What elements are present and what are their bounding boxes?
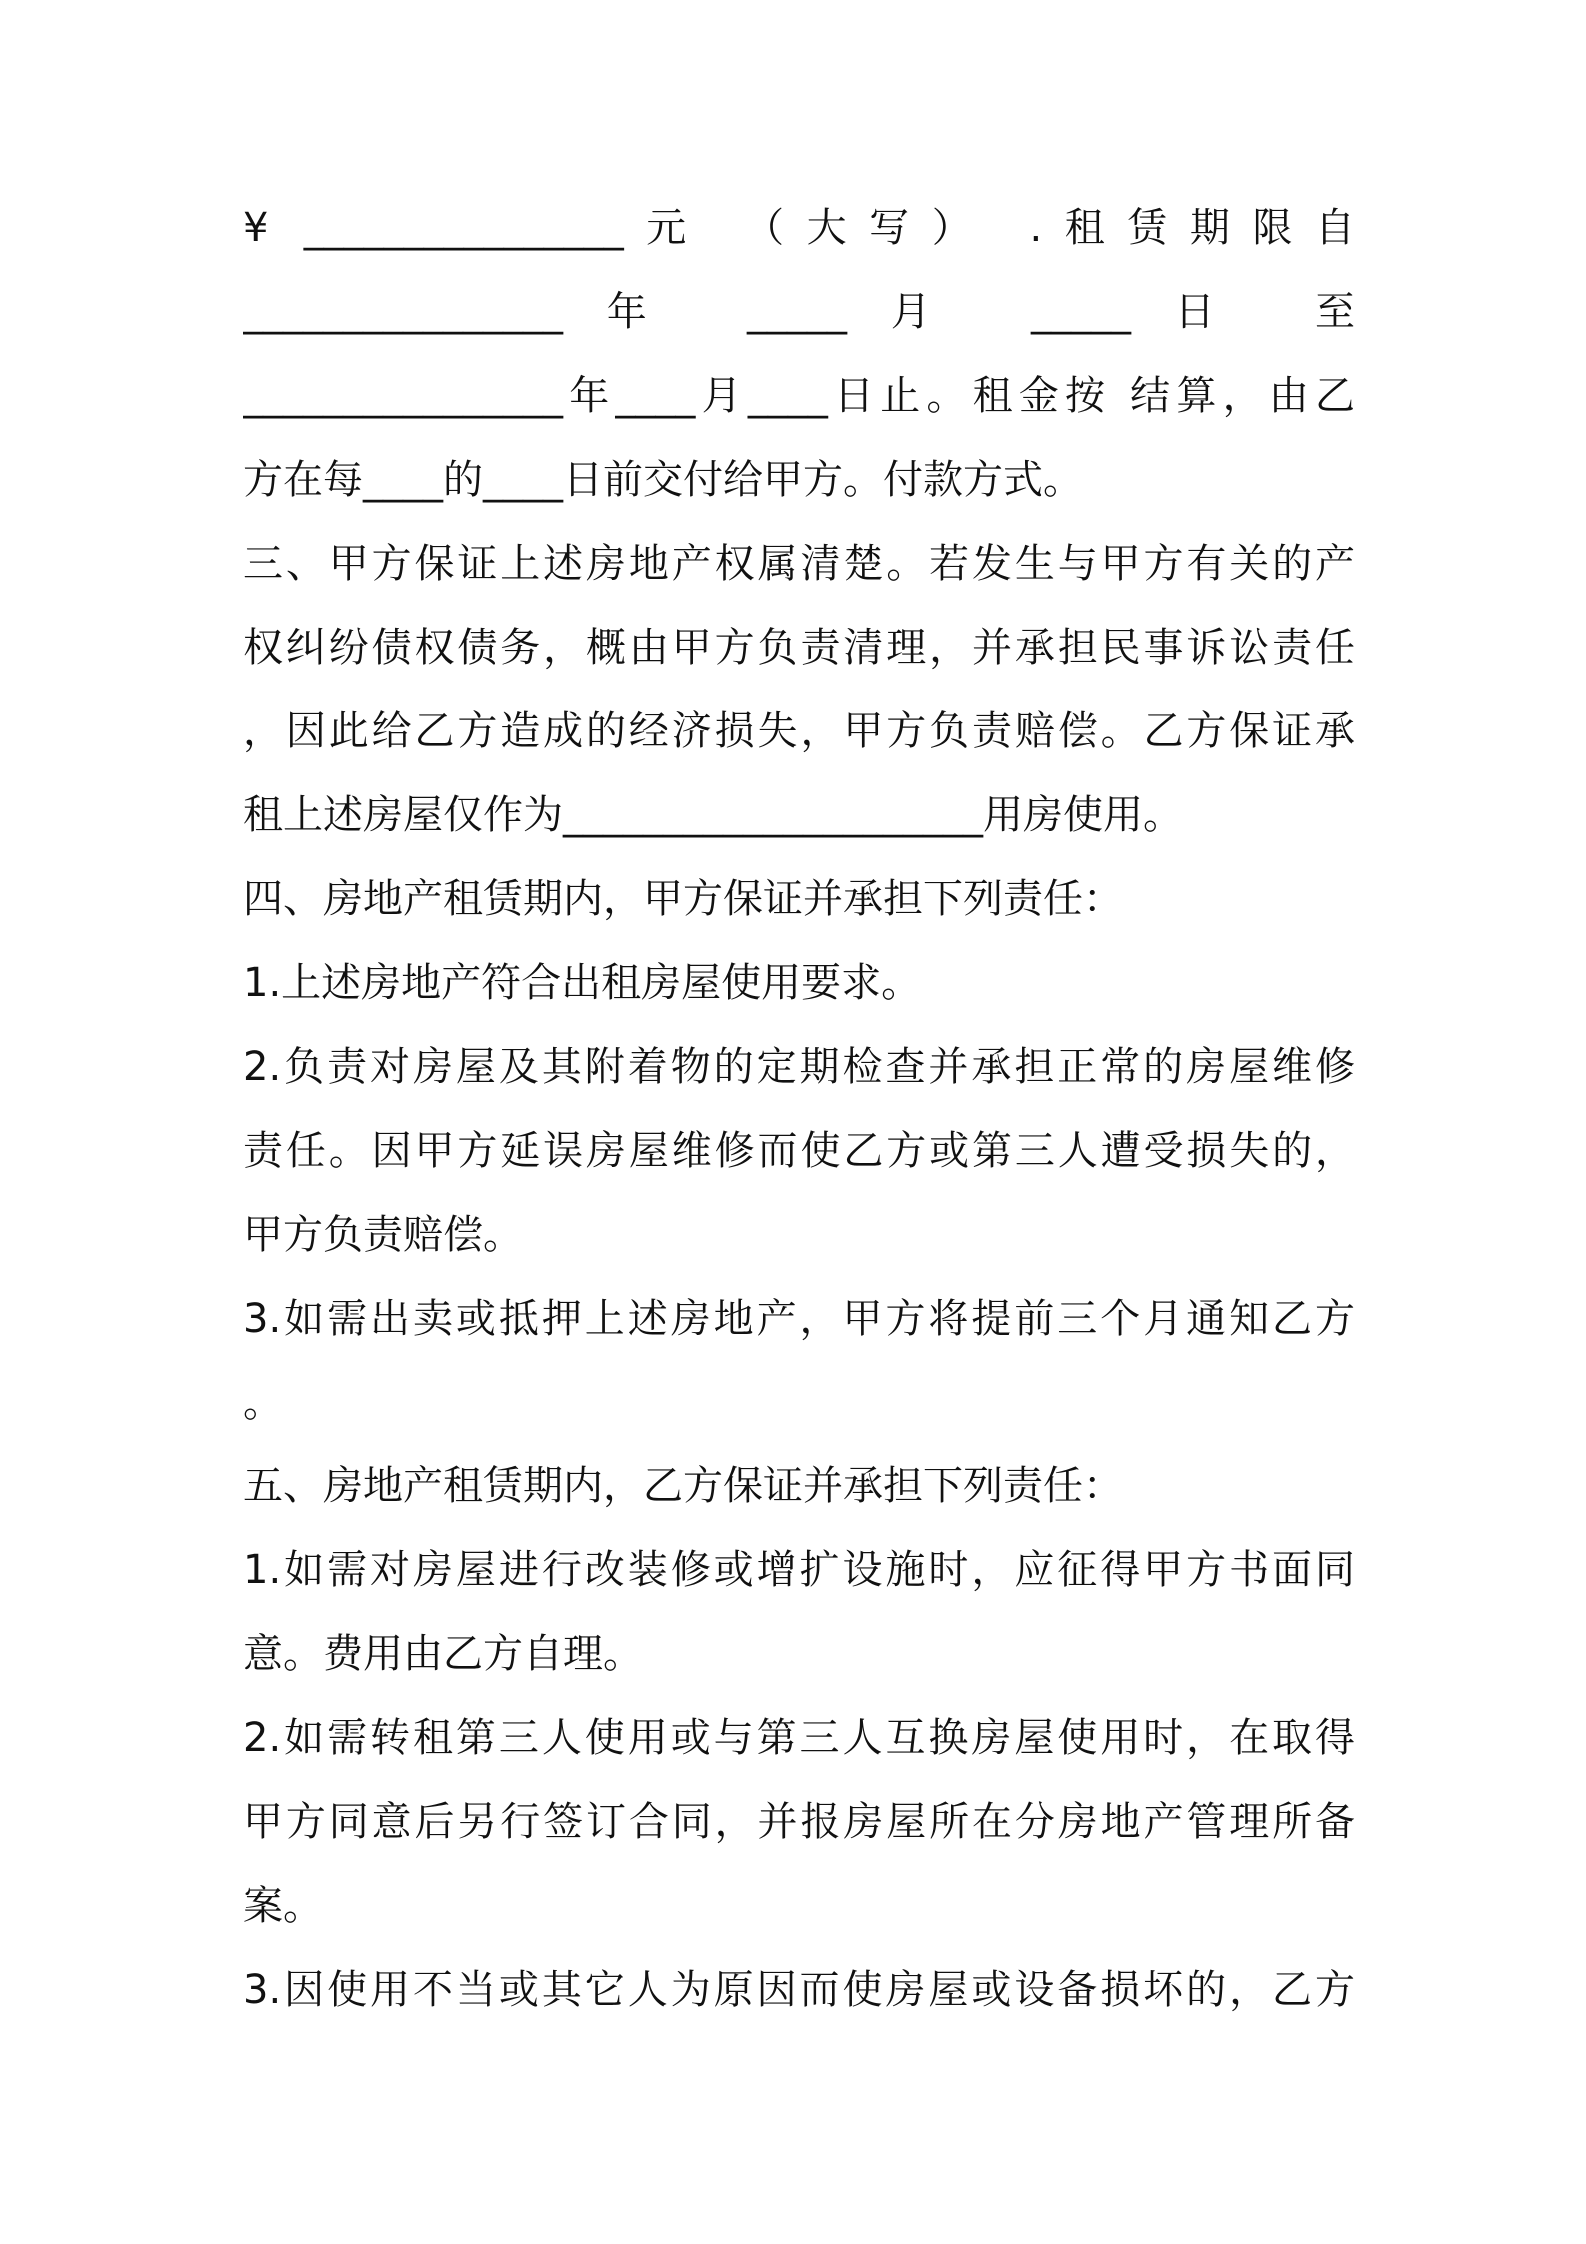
doc-line-section-5-item-3: 3.因使用不当或其它人为原因而使房屋或设备损坏的，乙方 [243,1967,1355,2013]
doc-line-section-5-item-1: 意。费用由乙方自理。 [243,1631,643,1677]
doc-line-section-4-item-2: 2.负责对房屋及其附着物的定期检查并承担正常的房屋维修 [243,1044,1355,1090]
doc-line-section-4-heading: 四、房地产租赁期内，甲方保证并承担下列责任： [243,876,1123,922]
doc-line-section-4-item-2: 甲方负责赔偿。 [243,1212,523,1258]
doc-line-section-5-heading: 五、房地产租赁期内，乙方保证并承担下列责任： [243,1463,1123,1509]
doc-line-section-4-item-2: 责任。因甲方延误房屋维修而使乙方或第三人遭受损失的， [243,1128,1355,1174]
doc-line-section-4-item-3: 。 [243,1380,283,1426]
doc-line-section-4-item-1: 1.上述房地产符合出租房屋使用要求。 [243,960,922,1006]
doc-line-section-5-item-2: 案。 [243,1883,323,1929]
doc-line-start-date: ________________年 _____月 _____日 至 [243,289,1355,335]
doc-line-section-5-item-2: 甲方同意后另行签订合同，并报房屋所在分房地产管理所备 [243,1799,1355,1845]
doc-line-rent-amount: ¥ ________________元 （大写） .租赁期限自 [243,205,1355,251]
doc-line-payment: 方在每____的____日前交付给甲方。付款方式。 [243,457,1083,503]
doc-line-end-date: ________________年____月____日止。租金按 结算，由乙 [243,373,1355,419]
doc-line-section-3-usage: 租上述房屋仅作为_____________________用房使用。 [243,792,1183,838]
doc-line-section-4-item-3: 3.如需出卖或抵押上述房地产，甲方将提前三个月通知乙方 [243,1296,1355,1342]
doc-line-section-3-heading: 三、甲方保证上述房地产权属清楚。若发生与甲方有关的产 [243,541,1355,587]
doc-line-section-5-item-1: 1.如需对房屋进行改装修或增扩设施时，应征得甲方书面同 [243,1547,1355,1593]
doc-line-section-3-text: ，因此给乙方造成的经济损失，甲方负责赔偿。乙方保证承 [243,708,1355,754]
doc-line-section-5-item-2: 2.如需转租第三人使用或与第三人互换房屋使用时，在取得 [243,1715,1355,1761]
doc-line-section-3-text: 权纠纷债权债务，概由甲方负责清理，并承担民事诉讼责任 [243,625,1355,671]
